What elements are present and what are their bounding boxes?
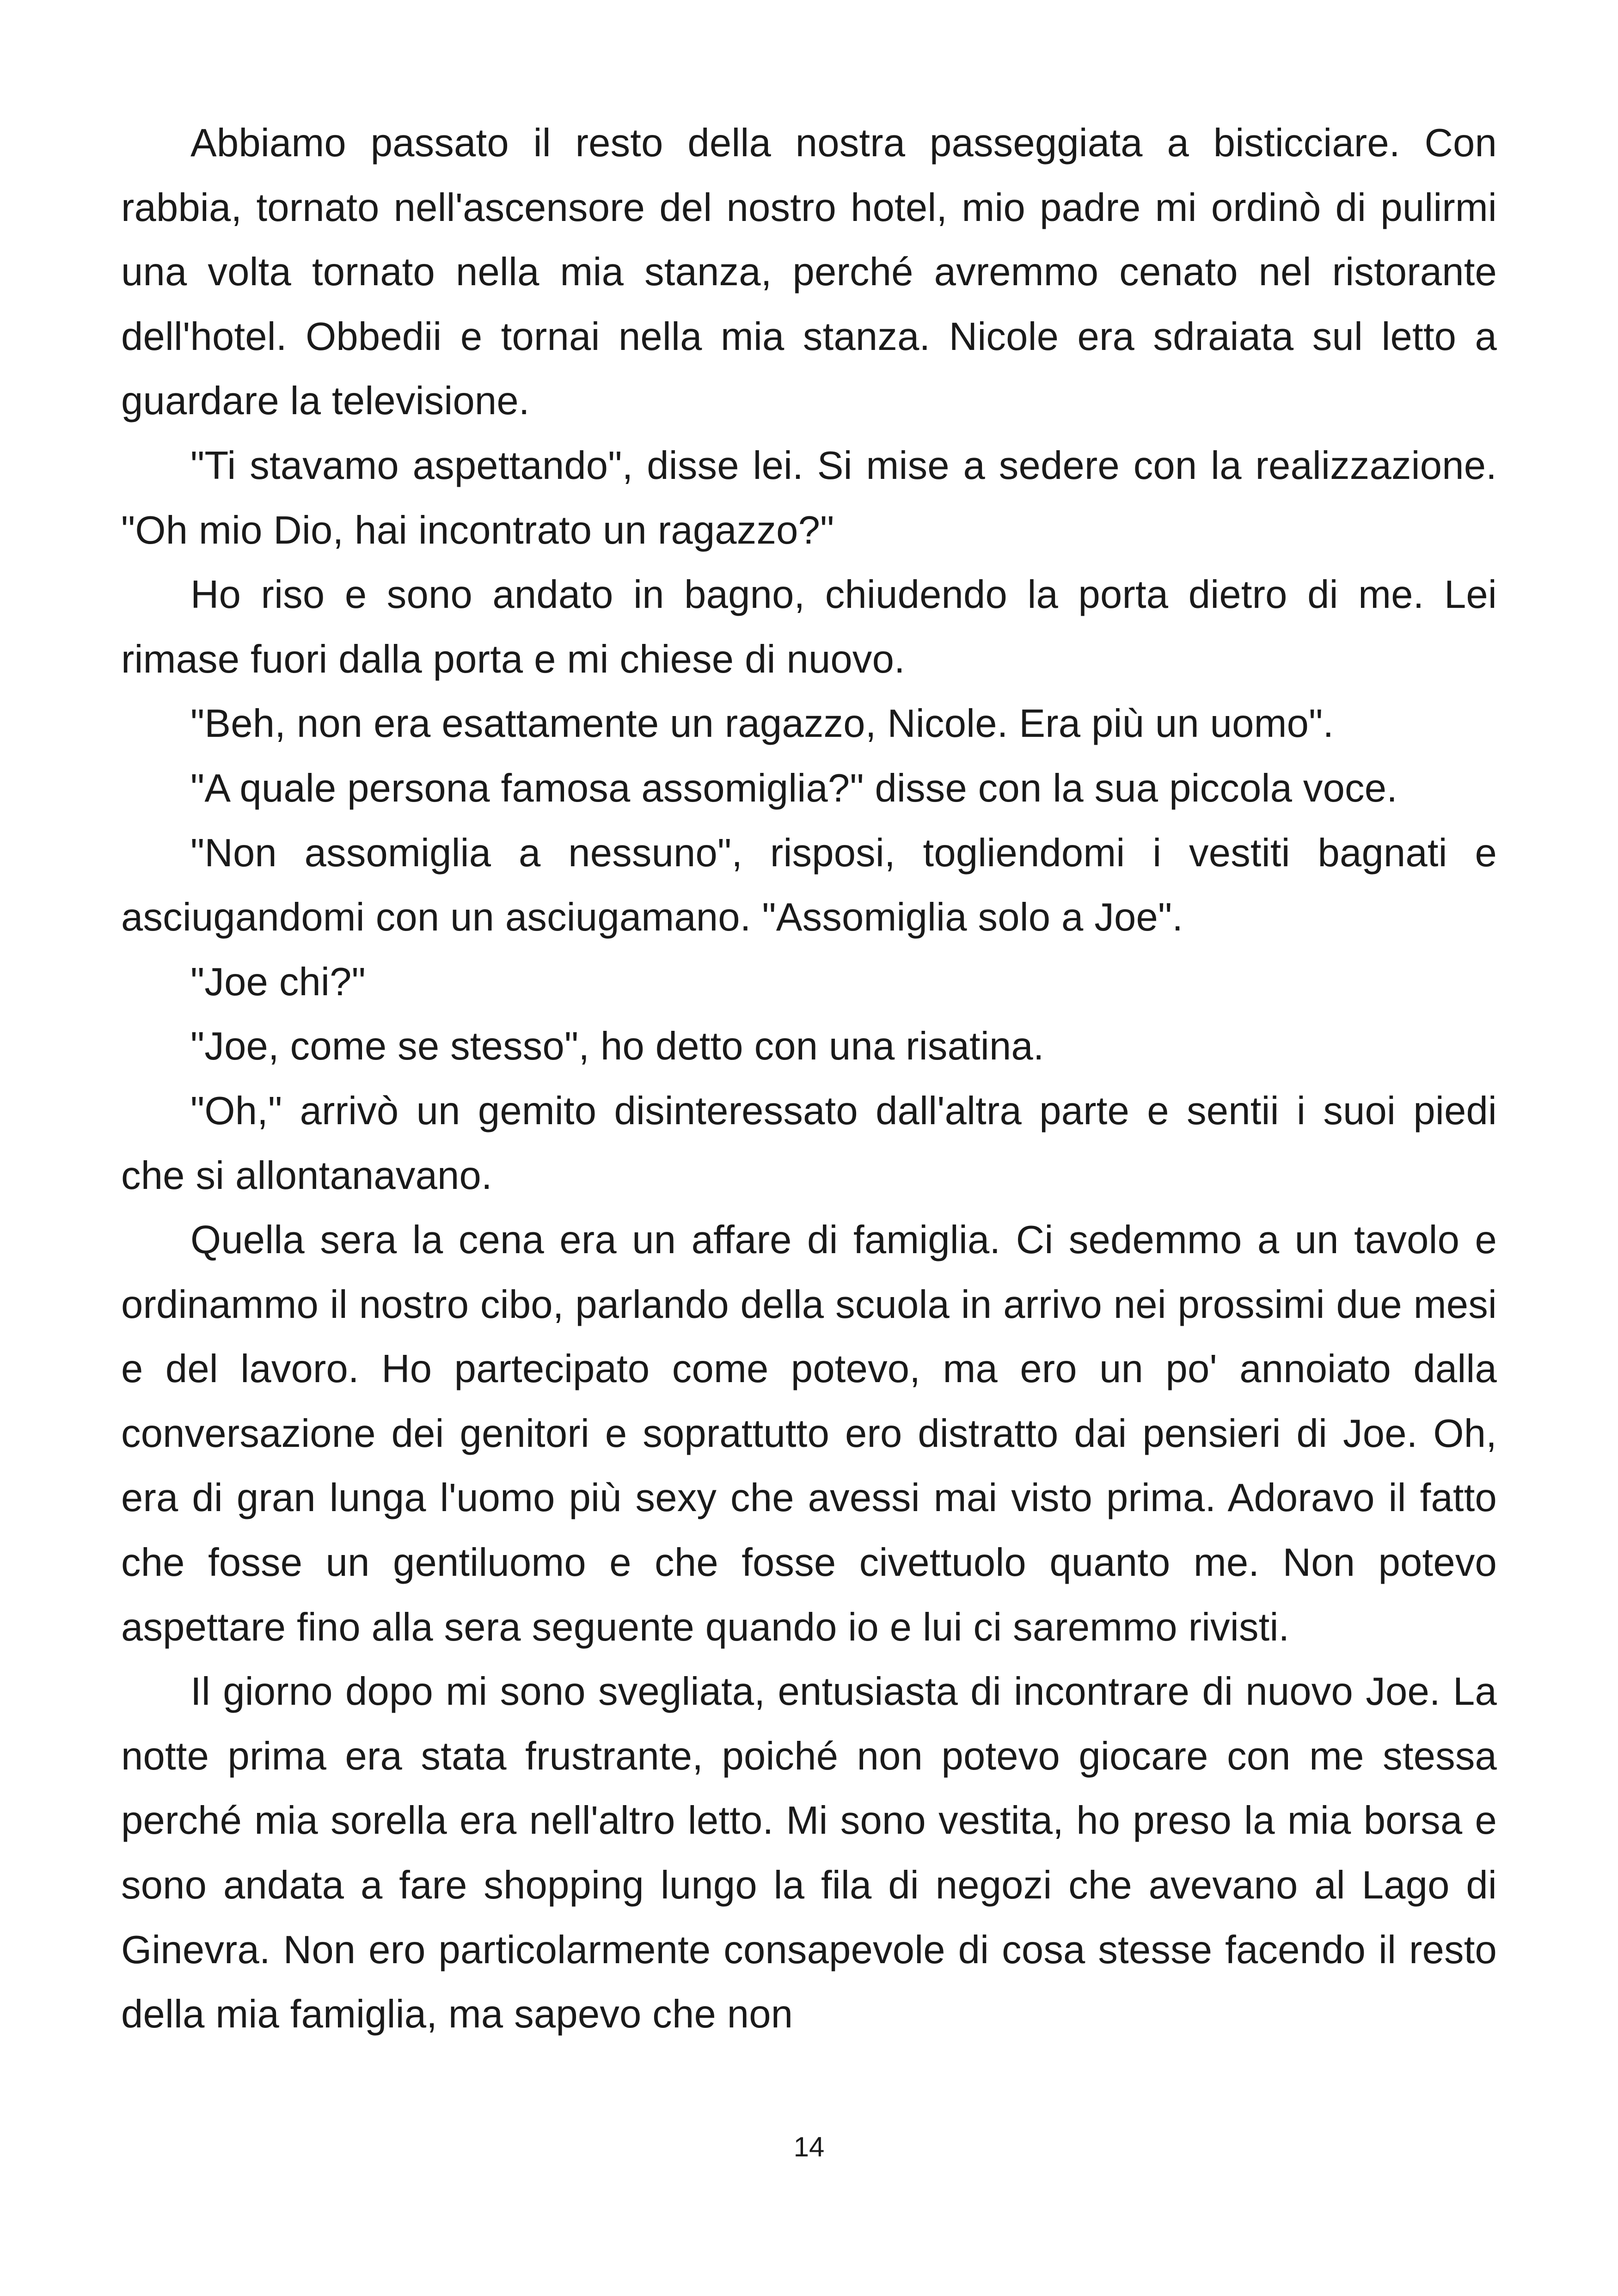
paragraph: Quella sera la cena era un affare di famiglia. Ci sedemmo a un tavolo e ordinammo il nostro cibo, parlando della scuola in arrivo nei prossimi due mesi e del lavoro. Ho partecipato come potevo, ma ero un po' annoiato dalla conversazione dei genitori e soprattutto ero distratto dai pensieri di Joe. Oh, era di gran lunga l'uomo più sexy che avessi mai visto prima. Adoravo il fatto che fosse un gentiluomo e che fosse civettuolo quanto me. Non potevo aspettare fino alla sera seguente quando io e lui ci saremmo rivisti. [121,1218,1497,1649]
page-number: 14 [793,2131,825,2162]
paragraph: Abbiamo passato il resto della nostra passeggiata a bisticciare. Con rabbia, tornato nell'ascensore del nostro hotel, mio padre mi ordinò di pulirmi una volta tornato nella mia stanza, perché avremmo cenato nel ristorante dell'hotel. Obbedii e tornai nella mia stanza. Nicole era sdraiata sul letto a guardare la televisione. [121,121,1497,423]
paragraph: Ho riso e sono andato in bagno, chiudendo la porta dietro di me. Lei rimase fuori dalla porta e mi chiese di nuovo. [121,573,1497,681]
paragraph: "Joe, come se stesso", ho detto con una risatina. [190,1024,1044,1069]
paragraph: "Non assomiglia a nessuno", risposi, togliendomi i vestiti bagnati e asciugandomi con un asciugamano. "Assomiglia solo a Joe". [121,831,1497,940]
paragraph: "Joe chi?" [190,960,366,1004]
paragraph: "Ti stavamo aspettando", disse lei. Si mise a sedere con la realizzazione. "Oh mio Dio, hai incontrato un ragazzo?" [121,443,1497,552]
paragraph: "Oh," arrivò un gemito disinteressato dall'altra parte e sentii i suoi piedi che si allontanavano. [121,1089,1497,1198]
paragraph: "Beh, non era esattamente un ragazzo, Nicole. Era più un uomo". [190,702,1334,746]
body-text [121,111,1497,2047]
paragraph: Il giorno dopo mi sono svegliata, entusiasta di incontrare di nuovo Joe. La notte prima era stata frustrante, poiché non potevo giocare con me stessa perché mia sorella era nell'altro letto. Mi sono vestita, ho preso la mia borsa e sono andata a fare shopping lungo la fila di negozi che avevano al Lago di Ginevra. Non ero particolarmente consapevole di cosa stesse facendo il resto della mia famiglia, ma sapevo che non [121,1670,1497,2037]
paragraph: "A quale persona famosa assomiglia?" disse con la sua piccola voce. [190,766,1398,810]
